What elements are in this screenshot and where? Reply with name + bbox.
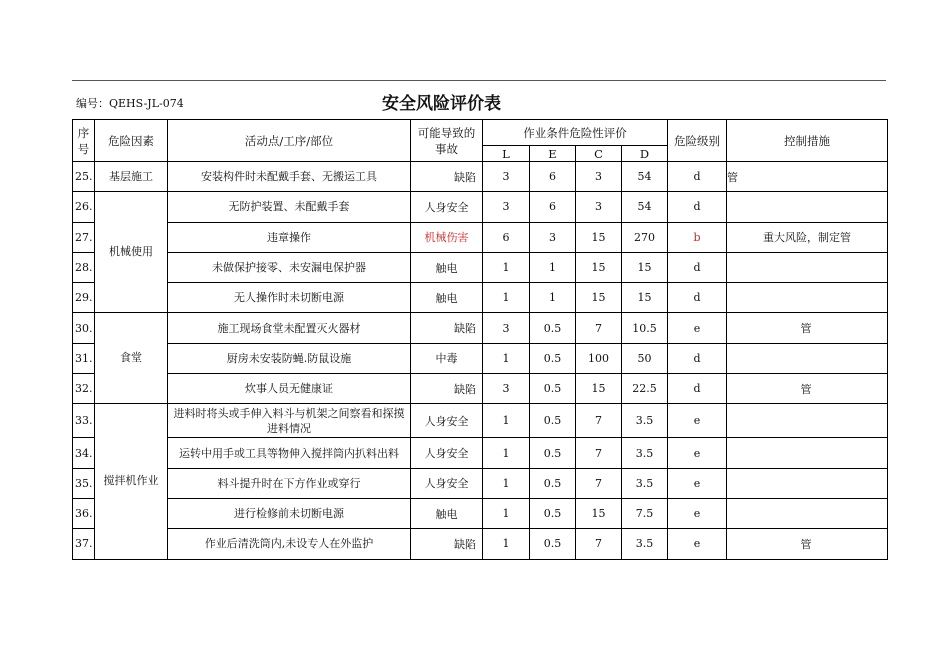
- table-row: [73, 162, 888, 192]
- value-L: 1: [483, 468, 530, 498]
- accident-text: 机械伤害: [424, 231, 469, 245]
- row-seq: 31.: [73, 343, 95, 373]
- risk-level: e: [668, 438, 727, 468]
- value-E: 0.5: [530, 404, 576, 438]
- value-L: 1: [483, 252, 530, 282]
- header-control: 控制措施: [727, 120, 888, 162]
- table-row: [73, 283, 888, 313]
- row-seq: 27.: [73, 222, 95, 252]
- value-L: 1: [483, 343, 530, 373]
- value-L: 1: [483, 404, 530, 438]
- accident-cell: [411, 438, 483, 468]
- value-C: 15: [576, 222, 622, 252]
- control-cell: [727, 468, 888, 498]
- value-C: 7: [576, 313, 622, 343]
- control-cell: 管: [727, 313, 888, 343]
- header-E: E: [530, 146, 576, 162]
- risk-level: d: [668, 343, 727, 373]
- control-cell: 管: [727, 374, 888, 404]
- value-C: 7: [576, 468, 622, 498]
- value-D: 10.5: [622, 313, 668, 343]
- control-cell: [727, 283, 888, 313]
- header-D: D: [622, 146, 668, 162]
- risk-level: d: [668, 283, 727, 313]
- header-seq: 序号: [73, 120, 95, 162]
- header-activity: 活动点/工序/部位: [168, 120, 411, 162]
- activity-cell: 进料时将头或手伸入料斗与机架之间察看和探摸进料情况: [168, 404, 411, 438]
- value-E: 0.5: [530, 529, 576, 559]
- activity-cell: 安装构件时未配戴手套、无搬运工具: [168, 162, 411, 192]
- activity-cell: 作业后清洗筒内,未设专人在外监护: [168, 529, 411, 559]
- table-row: [73, 192, 888, 222]
- row-seq: 26.: [73, 192, 95, 222]
- accident-text: 触电: [435, 507, 458, 521]
- risk-level: d: [668, 374, 727, 404]
- value-C: 7: [576, 438, 622, 468]
- accident-cell: [411, 374, 483, 404]
- risk-level: e: [668, 529, 727, 559]
- value-E: 0.5: [530, 313, 576, 343]
- table-row: [73, 222, 888, 252]
- risk-assessment-table: [72, 119, 888, 560]
- activity-cell: 炊事人员无健康证: [168, 374, 411, 404]
- activity-cell: 运转中用手或工具等物伸入搅拌筒内扒料出料: [168, 438, 411, 468]
- accident-cell: [411, 529, 483, 559]
- factor-cell: 基层施工: [95, 162, 168, 192]
- value-D: 50: [622, 343, 668, 373]
- accident-cell: [411, 343, 483, 373]
- risk-level: b: [668, 222, 727, 252]
- value-D: 3.5: [622, 468, 668, 498]
- header-factor: 危险因素: [95, 120, 168, 162]
- value-E: 0.5: [530, 343, 576, 373]
- value-C: 15: [576, 374, 622, 404]
- accident-text: 人身安全: [424, 414, 469, 428]
- table-row: [73, 438, 888, 468]
- factor-cell: 搅拌机作业: [95, 404, 168, 559]
- value-L: 3: [483, 192, 530, 222]
- header-C: C: [576, 146, 622, 162]
- value-L: 3: [483, 313, 530, 343]
- value-C: 7: [576, 404, 622, 438]
- value-D: 54: [622, 192, 668, 222]
- risk-level: d: [668, 192, 727, 222]
- table-row: [73, 468, 888, 498]
- value-C: 15: [576, 252, 622, 282]
- header-level: 危险级别: [668, 120, 727, 162]
- control-cell: [727, 192, 888, 222]
- row-seq: 37.: [73, 529, 95, 559]
- row-seq: 25.: [73, 162, 95, 192]
- value-E: 6: [530, 192, 576, 222]
- row-seq: 35.: [73, 468, 95, 498]
- control-cell: 重大风险，制定管: [727, 222, 888, 252]
- value-E: 0.5: [530, 468, 576, 498]
- table-row: [73, 404, 888, 438]
- value-D: 3.5: [622, 404, 668, 438]
- value-D: 54: [622, 162, 668, 192]
- accident-text: 人身安全: [424, 200, 469, 214]
- value-C: 3: [576, 162, 622, 192]
- row-seq: 36.: [73, 498, 95, 528]
- accident-text: 人身安全: [424, 447, 469, 461]
- control-cell: 管: [727, 162, 888, 192]
- accident-text: 缺陷: [454, 537, 476, 551]
- accident-text: 触电: [435, 261, 458, 275]
- activity-cell: 无防护装置、未配戴手套: [168, 192, 411, 222]
- control-cell: [727, 498, 888, 528]
- value-L: 6: [483, 222, 530, 252]
- table-row: [73, 498, 888, 528]
- factor-cell: 机械使用: [95, 192, 168, 313]
- accident-cell: [411, 468, 483, 498]
- table-row: [73, 374, 888, 404]
- activity-cell: 料斗提升时在下方作业或穿行: [168, 468, 411, 498]
- accident-text: 人身安全: [424, 477, 469, 491]
- document-code: 编号：QEHS-JL-074: [76, 97, 184, 110]
- control-cell: [727, 343, 888, 373]
- accident-cell: [411, 313, 483, 343]
- value-E: 0.5: [530, 498, 576, 528]
- accident-text: 缺陷: [454, 382, 476, 396]
- table-row: [73, 313, 888, 343]
- value-C: 15: [576, 498, 622, 528]
- control-cell: 管: [727, 529, 888, 559]
- value-C: 15: [576, 283, 622, 313]
- value-C: 3: [576, 192, 622, 222]
- value-E: 1: [530, 283, 576, 313]
- risk-level: e: [668, 498, 727, 528]
- header-L: L: [483, 146, 530, 162]
- risk-level: d: [668, 252, 727, 282]
- value-D: 7.5: [622, 498, 668, 528]
- risk-level: e: [668, 468, 727, 498]
- accident-text: 触电: [435, 291, 458, 305]
- value-D: 3.5: [622, 438, 668, 468]
- value-L: 1: [483, 498, 530, 528]
- header-eval: 作业条件危险性评价: [483, 120, 668, 146]
- table-row: [73, 252, 888, 282]
- factor-cell: 食堂: [95, 313, 168, 404]
- table-row: [73, 529, 888, 559]
- value-E: 3: [530, 222, 576, 252]
- row-seq: 34.: [73, 438, 95, 468]
- top-rule: [72, 80, 886, 81]
- accident-text: 缺陷: [454, 322, 476, 336]
- accident-cell: [411, 222, 483, 252]
- table-row: [73, 343, 888, 373]
- value-E: 0.5: [530, 438, 576, 468]
- row-seq: 30.: [73, 313, 95, 343]
- activity-cell: 施工现场食堂未配置灭火器材: [168, 313, 411, 343]
- value-E: 6: [530, 162, 576, 192]
- accident-cell: [411, 404, 483, 438]
- row-seq: 32.: [73, 374, 95, 404]
- risk-level: d: [668, 162, 727, 192]
- value-D: 22.5: [622, 374, 668, 404]
- value-L: 1: [483, 283, 530, 313]
- accident-cell: [411, 252, 483, 282]
- control-cell: [727, 252, 888, 282]
- accident-cell: [411, 498, 483, 528]
- accident-cell: [411, 162, 483, 192]
- value-D: 270: [622, 222, 668, 252]
- value-E: 1: [530, 252, 576, 282]
- activity-cell: 无人操作时未切断电源: [168, 283, 411, 313]
- row-seq: 33.: [73, 404, 95, 438]
- value-L: 3: [483, 162, 530, 192]
- accident-text: 缺陷: [454, 170, 476, 184]
- value-E: 0.5: [530, 374, 576, 404]
- activity-cell: 进行检修前未切断电源: [168, 498, 411, 528]
- header-accident: 可能导致的事故: [411, 120, 483, 162]
- value-D: 15: [622, 252, 668, 282]
- control-cell: [727, 438, 888, 468]
- accident-cell: [411, 192, 483, 222]
- activity-cell: 厨房未安装防蝇.防鼠设施: [168, 343, 411, 373]
- value-C: 100: [576, 343, 622, 373]
- page-title: 安全风险评价表: [382, 94, 501, 114]
- accident-text: 中毒: [435, 352, 458, 366]
- risk-level: e: [668, 404, 727, 438]
- row-seq: 28.: [73, 252, 95, 282]
- value-D: 15: [622, 283, 668, 313]
- risk-level: e: [668, 313, 727, 343]
- value-D: 3.5: [622, 529, 668, 559]
- activity-cell: 违章操作: [168, 222, 411, 252]
- value-L: 3: [483, 374, 530, 404]
- control-cell: [727, 404, 888, 438]
- value-L: 1: [483, 529, 530, 559]
- value-C: 7: [576, 529, 622, 559]
- value-L: 1: [483, 438, 530, 468]
- activity-cell: 未做保护接零、未安漏电保护器: [168, 252, 411, 282]
- row-seq: 29.: [73, 283, 95, 313]
- accident-cell: [411, 283, 483, 313]
